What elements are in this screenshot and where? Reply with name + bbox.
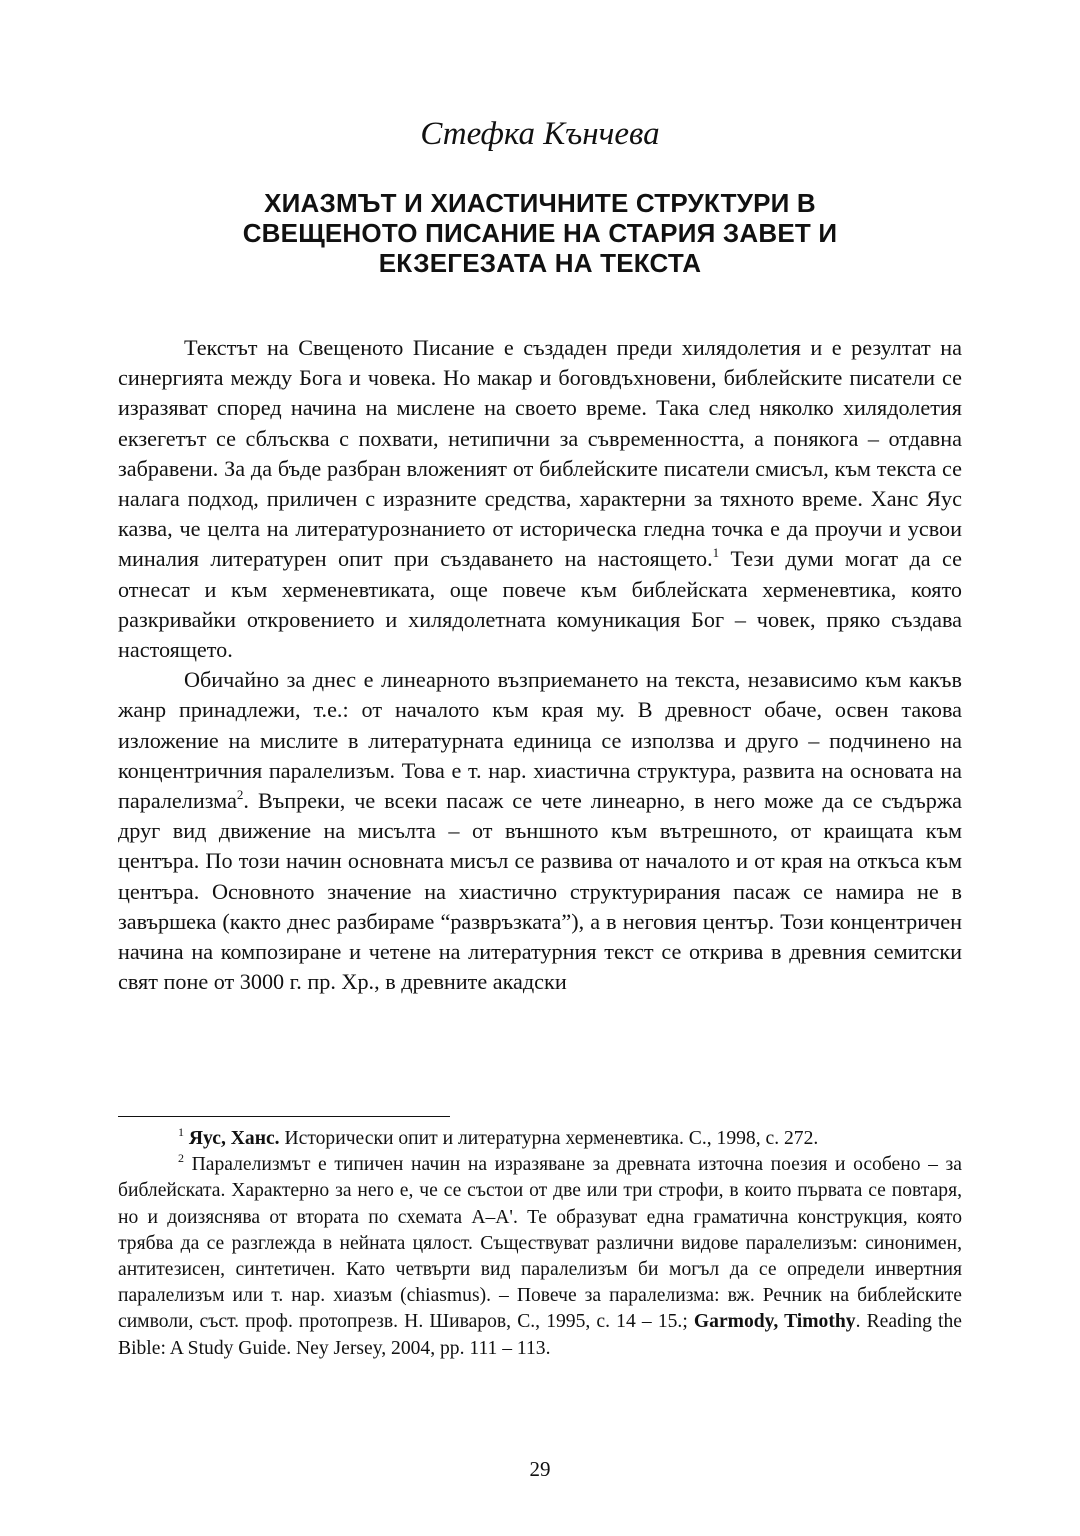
footnote-text: Исторически опит и литературна херменевтика. С., 1998, с. 272. [279,1128,819,1149]
paragraph-text: . Въпреки, че всеки пасаж се чете линеарно, в него може да се съдържа друг вид движение на мисълта – от външното към вътрешното, от краищата към центъра. По този начин основната мисъл се развива от началото и от края на откъса към центъра. Основното значение на хиастично структурирания пасаж се намира не в завършека (както днес разбираме “развръзката”), а в неговия център. Този концентричен начина на композиране и четене на литературния текст се открива в древния семитски свят поне от 3000 г. пр. Хр., в древните акадски [118,788,962,995]
footnote-ref[interactable]: 2 [236,787,244,803]
footnotes [118,1126,962,1362]
body-paragraph [118,333,962,665]
paragraph-text: Обичайно за днес е линеарното възприемането на текста, независимо към какъв жанр принадлежи, т.е.: от началото към края му. В древност обаче, освен такова изложение на мислите в литературната единица се използва и друго – подчинено на концентричния паралелизъм. Това е т. нар. хиастична структура, развита на основата на паралелизма [118,667,962,814]
title-line: ХИАЗМЪТ И ХИАСТИЧНИТЕ СТРУКТУРИ В [264,188,816,218]
footnote-marker: 2 [178,1151,184,1166]
footnote-marker: 1 [178,1125,184,1139]
page-number: 29 [529,1457,551,1481]
body-paragraph [118,665,962,997]
footnote-author: Яус, Ханс. [188,1128,280,1149]
footnote-divider [118,1116,450,1117]
article-body [118,333,962,997]
footnote-ref[interactable]: 1 [712,545,720,561]
footnote-text: Паралелизмът е типичен начин на изразяване за древната източна поезия и особено – за библейската. Характерно за него е, че се състои от две или три строфи, в които първата се повтаря, но и доизяснява от втората по схемата А–А'. Те образуват една граматична конструкция, която трябва да се разглежда в нейната цялост. Съществуват различни видове паралелизъм: синонимен, антитезисен, синтетичен. Като четвърти вид паралелизъм би могъл да се определи инвертния паралелизъм или т. нар. хиазъм (chiasmus). – Повече за паралелизма: вж. Речник на библейските символи, съст. проф. протопрезв. Н. Шиваров, С., 1995, с. 14 – 15.; [118,1154,962,1333]
article-title [150,188,930,278]
footnote-text: . Reading the Bible: A Study Guide. Ney Jersey, 2004, pp. 111 – 113. [118,1311,962,1359]
paragraph-text: Тези думи могат да се отнесат и към херменевтиката, още повече към библейската херменевтика, която разкривайки откровението и хилядолетната комуникация Бог – човек, пряко създава настоящето. [118,546,962,663]
title-line: ЕКЗЕГЕЗАТА НА ТЕКСТА [378,248,702,278]
footnote-bold-reference: Garmody, Timothy [693,1311,856,1333]
author-name: Стефка Кънчева [420,116,660,152]
title-line: СВЕЩЕНОТО ПИСАНИЕ НА СТАРИЯ ЗАВЕТ И [242,218,838,248]
footnote [118,1152,962,1362]
paragraph-text: Текстът на Свещеното Писание е създаден преди хилядолетия и е резултат на синергията между Бога и човека. Но макар и боговдъхновени, библейските писатели се изразяват според начина на мислене на своето време. Така след няколко хилядолетия екзегетът се сблъсква с похвати, нетипични за съвременността, а понякога – отдавна забравени. За да бъде разбран вложеният от библейските писатели смисъл, към текста се налага подход, приличен с изразните средства, характерни за тяхното време. Ханс Яус казва, че целта на литературознанието от историческа гледна точка е да проучи и усвои миналия литературен опит при създаването на настоящето. [118,335,962,572]
footnote [118,1126,962,1152]
